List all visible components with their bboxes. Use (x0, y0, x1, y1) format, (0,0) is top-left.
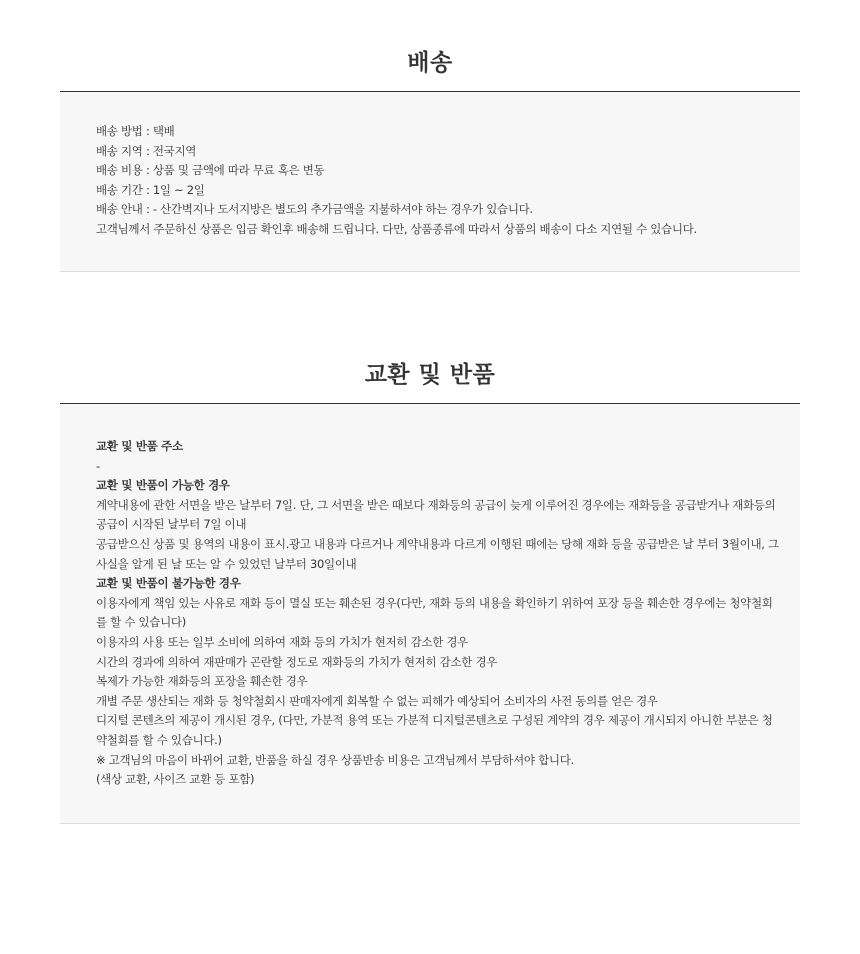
exchange-address-heading: 교환 및 반품 주소 (96, 439, 183, 453)
shipping-info-box (60, 91, 800, 272)
exchange-cost-note: ※ 고객님의 마음이 바뀌어 교환, 반품을 하실 경우 상품반송 비용은 고객님께서 부담하셔야 합니다. (96, 752, 574, 767)
exchange-possible-item: 계약내용에 관한 서면을 받은 날부터 7일. 단, 그 서면을 받은 때보다 재화등의 공급이 늦게 이루어진 경우에는 재화등을 공급받거나 재화등의 공급이 시작된 날부터 7일 이내 (96, 497, 776, 532)
shipping-title: 배송 (407, 50, 453, 76)
exchange-impossible-item: 개별 주문 생산되는 재화 등 청약철회시 판매자에게 회복할 수 없는 피해가 예상되어 소비자의 사전 동의를 얻은 경우 (96, 693, 658, 708)
exchange-impossible-item: 시간의 경과에 의하여 재판매가 곤란할 정도로 재화등의 가치가 현저히 감소한 경우 (96, 654, 498, 669)
shipping-method: 배송 방법 : 택배 (96, 124, 175, 138)
exchange-title: 교환 및 반품 (364, 362, 496, 388)
exchange-impossible-item: 디지털 콘텐츠의 제공이 개시된 경우, (다만, 가분적 용역 또는 가분적 디지털콘텐츠로 구성된 계약의 경우 제공이 개시되지 아니한 부분은 청약철회를 할 수 있습니다.) (96, 713, 773, 747)
exchange-address-value: - (96, 458, 100, 473)
exchange-impossible-item: 이용자의 사용 또는 일부 소비에 의하여 재화 등의 가치가 현저히 감소한 경우 (96, 634, 468, 649)
exchange-info-box (60, 403, 800, 824)
shipping-cost: 배송 비용 : 상품 및 금액에 따라 무료 혹은 변동 (96, 163, 325, 178)
exchange-impossible-item: 이용자에게 책임 있는 사유로 재화 등이 멸실 또는 훼손된 경우(다만, 재화 등의 내용을 확인하기 위하여 포장 등을 훼손한 경우에는 청약철회를 할 수 있습니다) (96, 595, 773, 630)
exchange-possible-item: 공급받으신 상품 및 용역의 내용이 표시.광고 내용과 다르거나 계약내용과 다르게 이행된 때에는 당해 재화 등을 공급받은 날 부터 3월이내, 그사실을 알게 된 날 또는 알 수 있었던 날부터 30일이내 (96, 536, 779, 571)
exchange-scope-note: (색상 교환, 사이즈 교환 등 포함) (96, 772, 255, 787)
exchange-impossible-item: 복제가 가능한 재화등의 포장을 훼손한 경우 (96, 674, 308, 689)
exchange-possible-heading: 교환 및 반품이 가능한 경우 (96, 478, 230, 493)
shipping-delay-notice: 고객님께서 주문하신 상품은 입금 확인후 배송해 드립니다. 다만, 상품종류에 따라서 상품의 배송이 다소 지연될 수 있습니다. (96, 221, 697, 236)
exchange-impossible-heading: 교환 및 반품이 불가능한 경우 (96, 576, 241, 591)
shipping-period: 배송 기간 : 1일 ~ 2일 (96, 182, 205, 197)
shipping-notice: 배송 안내 : - 산간벽지나 도서지방은 별도의 추가금액을 지불하셔야 하는 경우가 있습니다. (96, 202, 533, 217)
shipping-region: 배송 지역 : 전국지역 (96, 143, 197, 158)
